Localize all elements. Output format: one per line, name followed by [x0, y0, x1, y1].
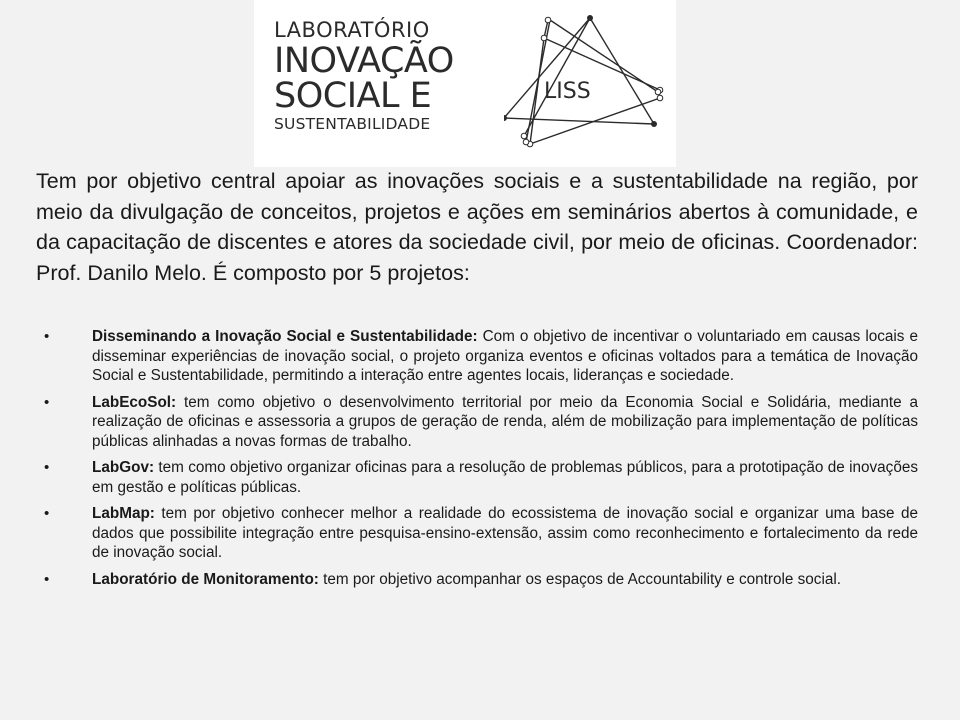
intro-paragraph: Tem por objetivo central apoiar as inovações sociais e a sustentabilidade na região, por meio da divulgação de conceitos, projetos e ações em seminários abertos à comunidade, e da capacitação de discentes e atores da sociedade civil, por meio de oficinas. Coordenador: Prof. Danilo Melo. É composto por 5 projetos: — [36, 169, 918, 285]
logo-mark-label: LISS — [544, 79, 591, 104]
project-name: LabGov: — [92, 459, 155, 476]
triangle-network-icon — [504, 12, 664, 152]
bullet: • — [44, 328, 50, 345]
bullet: • — [44, 505, 50, 522]
list-item — [36, 393, 918, 452]
logo-wordmark — [274, 20, 494, 133]
project-name: Laboratório de Monitoramento: — [92, 570, 319, 588]
logo-line: INOVAÇÃO — [274, 41, 454, 81]
project-description: tem por objetivo acompanhar os espaços de Accountability e controle social. — [318, 570, 841, 588]
logo — [254, 0, 676, 167]
list-item — [36, 504, 918, 563]
logo-line: SOCIAL E — [274, 76, 432, 116]
project-description: tem por objetivo conhecer melhor a realidade do ecossistema de inovação social e organizar uma base de dados que possibilite integração entre pesquisa-ensino-extensão, assim como reconhecimento e fortalecimento da rede de inovação social. — [92, 505, 918, 561]
project-description: tem como objetivo o desenvolvimento territorial por meio da Economia Social e Solidária, mediante a realização de oficinas e assessoria a grupos de geração de renda, além de mobilização para implementação de políticas públicas alinhadas a novas formas de trabalho. — [92, 393, 918, 450]
project-list — [36, 327, 918, 596]
project-description: tem como objetivo organizar oficinas para a resolução de problemas públicos, para a prototipação de inovações em gestão e políticas públicas. — [92, 459, 918, 496]
bullet: • — [44, 570, 50, 588]
project-name: LabMap: — [92, 505, 155, 522]
bullet: • — [44, 393, 50, 411]
project-name: Disseminando a Inovação Social e Sustentabilidade: — [92, 328, 478, 345]
list-item — [36, 327, 918, 386]
list-item — [36, 458, 918, 497]
project-name: LabEcoSol: — [92, 393, 177, 411]
bullet: • — [44, 459, 50, 476]
logo-line: LABORATÓRIO — [274, 18, 430, 42]
logo-line: SUSTENTABILIDADE — [274, 115, 431, 133]
list-item — [36, 570, 918, 590]
project-description: Com o objetivo de incentivar o voluntariado em causas locais e disseminar experiências de inovação social, o projeto organiza eventos e oficinas voltados para a temática de Inovação Social e Sustentabilidade, permitindo a interação entre agentes locais, lideranças e sociedade. — [92, 328, 918, 384]
